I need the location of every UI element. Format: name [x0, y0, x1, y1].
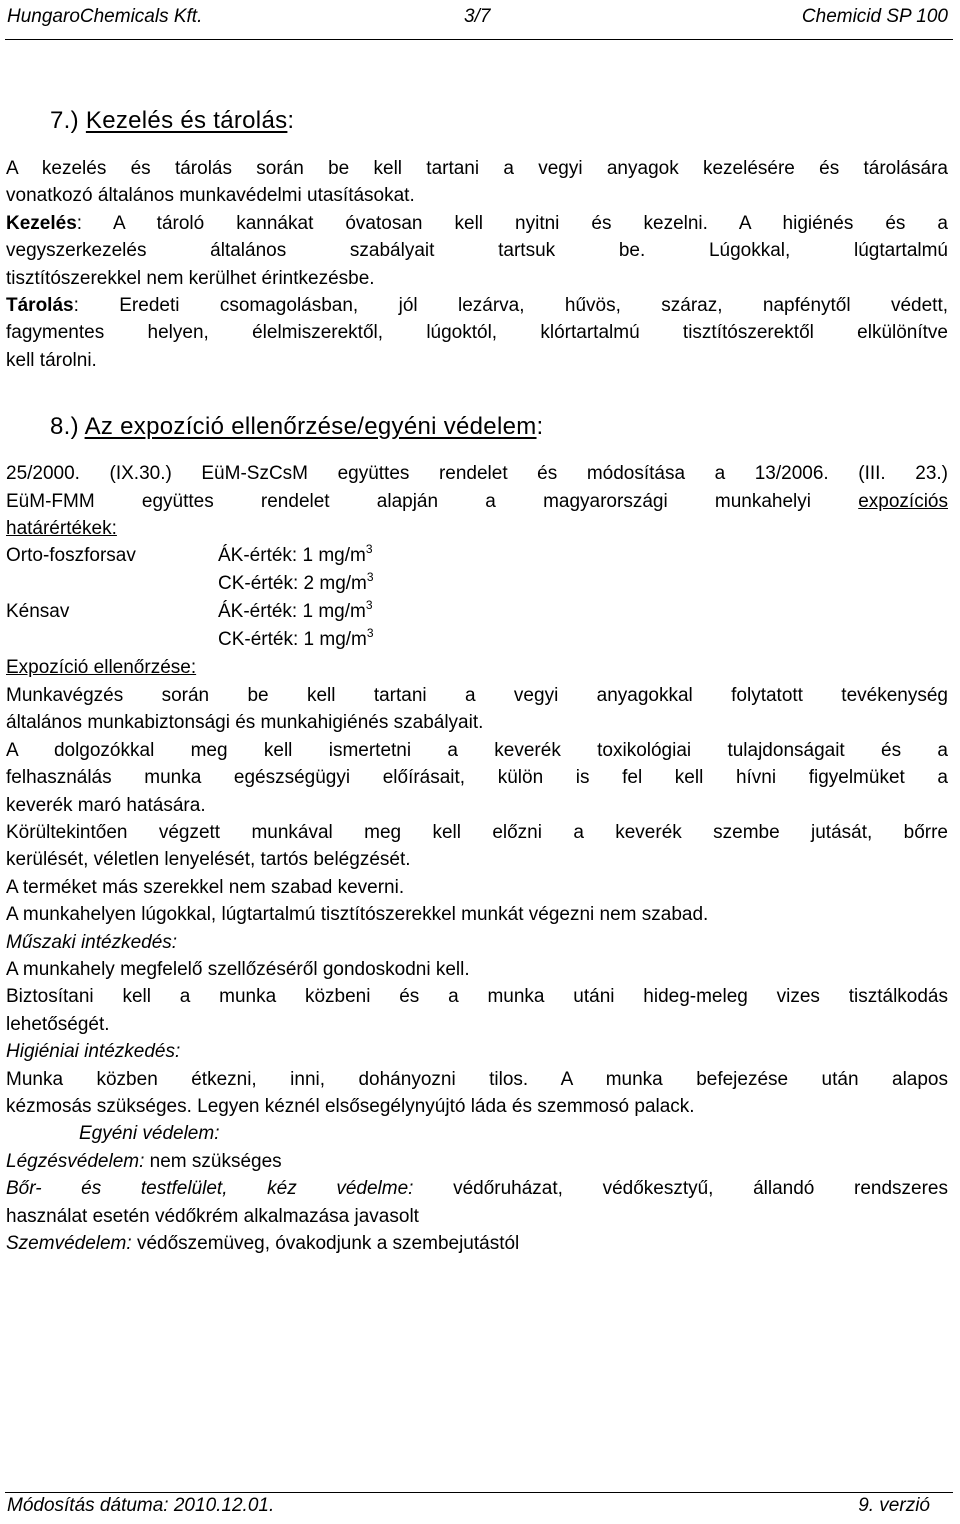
ppe-heading: Egyéni védelem:: [79, 1123, 220, 1145]
limit-unit-exponent: 3: [365, 542, 373, 557]
s8-reg-line1: 25/2000. (IX.30.) EüM-SzCsM együttes rendelet és módosítása a 13/2006. (III. 23.): [6, 463, 948, 485]
hygiene-line1: Munka közben étkezni, inni, dohányozni tilos. A munka befejezése után alapos: [6, 1068, 948, 1090]
skin-label: Bőr- és testfelület, kéz védelme:: [6, 1178, 414, 1200]
section-7-number: 7.): [50, 107, 79, 134]
s7-intro-line1: A kezelés és tárolás során be kell tartani a vegyi anyagok kezelésére és tárolására: [6, 158, 948, 179]
eye-line: [6, 1230, 948, 1257]
eye-label: Szemvédelem:: [6, 1233, 132, 1254]
exp-p1-line2: általános munkabiztonsági és munkahigiénés szabályait.: [6, 712, 484, 734]
storage-label: Tárolás: [6, 295, 74, 317]
storage-text: : Eredeti csomagolásban, jól lezárva, hűvös, száraz, napfénytől védett,: [73, 295, 948, 317]
tech-heading: Műszaki intézkedés:: [6, 931, 178, 953]
s7-storage-line2: fagymentes helyen, élelmiszerektől, lúgoktól, klórtartalmú tisztítószerektől elkülönítve: [6, 322, 948, 344]
s7-handling-line2: vegyszerkezelés általános szabályait tartsuk be. Lúgokkal, lúgtartalmú: [6, 240, 948, 262]
s8-reg-line2: [6, 488, 948, 515]
limit-substance: Orto-foszforsav: [6, 545, 136, 567]
footer-rule: [5, 1492, 953, 1493]
eye-text: védőszemüveg, óvakodjunk a szembejutástól: [131, 1233, 520, 1254]
limit-unit-exponent: 3: [365, 598, 373, 613]
hygiene-line2: kézmosás szükséges. Legyen kéznél elsősegélynyújtó láda és szemmosó palack.: [6, 1095, 695, 1117]
header-rule: [5, 39, 953, 40]
exp-p2-line1: A dolgozókkal meg kell ismertetni a keverék toxikológiai tulajdonságait és a: [6, 739, 948, 761]
skin-line2: használat esetén védőkrém alkalmazása javasolt: [6, 1205, 419, 1227]
limit-value: [218, 570, 374, 598]
exposure-heading: Expozíció ellenőrzése:: [6, 657, 197, 679]
limit-value-text: CK-érték: 2 mg/m: [218, 573, 367, 595]
limit-unit-exponent: 3: [366, 626, 374, 641]
limit-unit-exponent: 3: [366, 570, 374, 585]
footer-version: 9. verzió: [858, 1495, 930, 1516]
handling-label: Kezelés: [6, 212, 77, 234]
respiratory-label: Légzésvédelem:: [6, 1150, 145, 1172]
limit-value-text: ÁK-érték: 1 mg/m: [218, 601, 366, 623]
s7-handling-line3: tisztítószerekkel nem kerülhet érintkezésbe.: [6, 267, 375, 289]
tech-p2-line1: Biztosítani kell a munka közbeni és a munka utáni hideg-meleg vizes tisztálkodás: [6, 986, 948, 1008]
handling-text: : A tároló kannákat óvatosan kell nyitni és kezelni. A higiénés és a: [76, 212, 948, 234]
limit-row: [6, 542, 948, 570]
exp-p4: A terméket más szerekkel nem szabad keverni.: [6, 876, 405, 898]
limit-row: [6, 570, 948, 598]
limit-value: [218, 626, 374, 654]
s7-intro-line2: vonatkozó általános munkavédelmi utasításokat.: [6, 185, 415, 207]
s8-reg-line3: határértékek:: [6, 518, 117, 540]
s7-storage-line3: kell tárolni.: [6, 349, 97, 371]
tech-p1: A munkahely megfelelő szellőzéséről gondoskodni kell.: [6, 958, 470, 980]
exp-p3-line2: kerülését, véletlen lenyelését, tartós belégzését.: [6, 849, 411, 871]
limit-row: [6, 598, 948, 626]
header-product: Chemicid SP 100: [801, 6, 948, 27]
section-7-title: Kezelés és tárolás: [85, 107, 288, 134]
s7-storage-line1: [6, 292, 948, 319]
spacer: [6, 374, 948, 412]
limit-row: [6, 626, 948, 654]
footer-modified-date: Módosítás dátuma: 2010.12.01.: [7, 1495, 275, 1516]
document-body: [6, 106, 948, 1257]
section-8-title: Az expozíció ellenőrzése/egyéni védelem: [84, 413, 537, 441]
section-8-number: 8.): [50, 413, 79, 441]
s7-handling-line1: [6, 210, 948, 237]
limit-substance: Kénsav: [6, 601, 70, 623]
page-footer: [7, 1495, 930, 1519]
limit-value-text: ÁK-érték: 1 mg/m: [218, 545, 366, 567]
respiratory-line: [6, 1148, 948, 1175]
tech-p2-line2: lehetőségét.: [6, 1013, 110, 1035]
exp-p2-line2: felhasználás munka egészségügyi előírásait, külön is fel kell hívni figyelmüket a: [6, 767, 948, 789]
section-7-heading: [50, 106, 948, 136]
exp-p2-line3: keverék maró hatására.: [6, 794, 206, 816]
section-7-colon: :: [287, 107, 295, 134]
reg-underlined: expozíciós: [858, 490, 948, 512]
skin-text: védőruházat, védőkesztyű, állandó rendszeres: [413, 1178, 948, 1200]
header-page-number: 3/7: [464, 6, 491, 27]
limit-value-text: CK-érték: 1 mg/m: [218, 629, 367, 651]
exp-p1-line1: Munkavégzés során be kell tartani a vegyi anyagokkal folytatott tevékenység: [6, 684, 948, 706]
section-8-colon: :: [536, 413, 544, 441]
section-8-heading: [50, 412, 948, 442]
exp-p5: A munkahelyen lúgokkal, lúgtartalmú tisztítószerekkel munkát végezni nem szabad.: [6, 904, 709, 926]
exp-p3-line1: Körültekintően végzett munkával meg kell előzni a keverék szembe jutását, bőrre: [6, 821, 948, 843]
header-company: HungaroChemicals Kft.: [7, 6, 203, 27]
skin-line1: [6, 1175, 948, 1202]
respiratory-text: nem szükséges: [144, 1150, 282, 1172]
page-header: [7, 6, 948, 36]
limit-value: [218, 598, 373, 626]
reg-text: EüM-FMM együttes rendelet alapján a magyarországi munkahelyi: [6, 490, 859, 512]
limit-value: [218, 542, 373, 570]
hygiene-heading: Higiéniai intézkedés:: [6, 1041, 181, 1063]
